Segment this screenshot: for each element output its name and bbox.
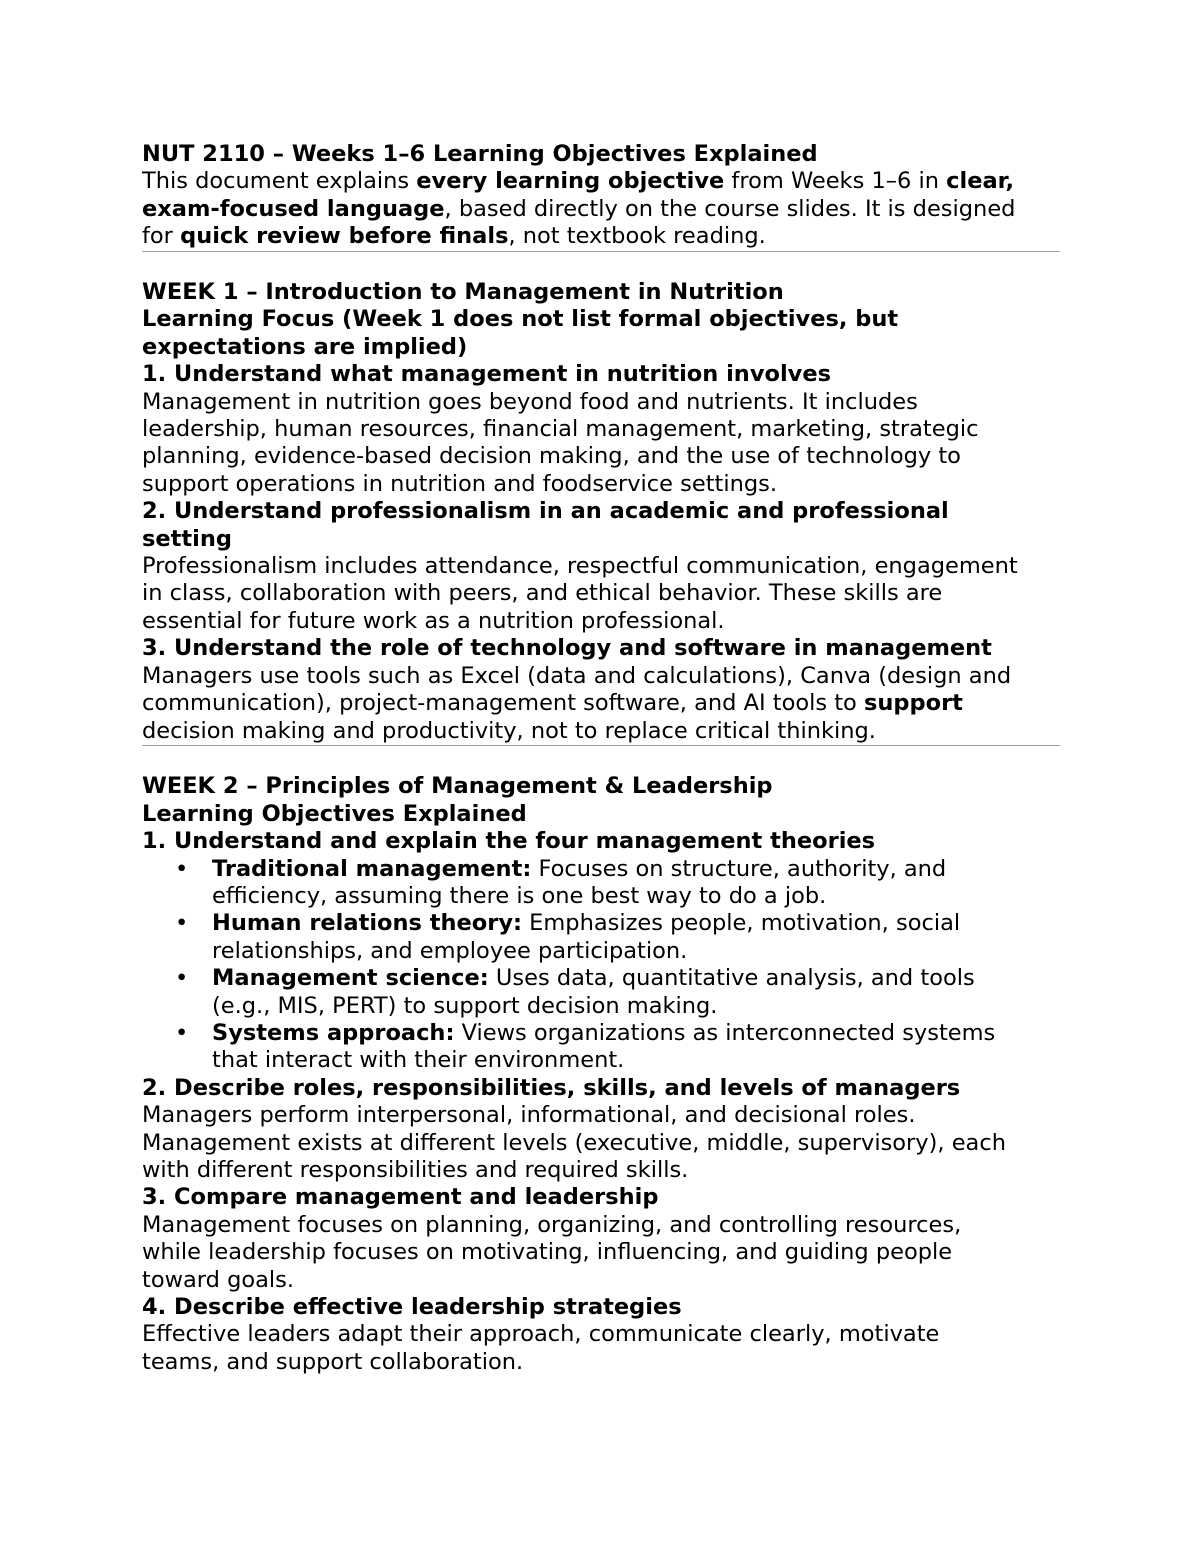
bullet-term: Human relations theory: xyxy=(212,910,523,937)
week2-objective-text: toward goals. xyxy=(142,1266,295,1293)
week1-objective-text: leadership, human resources, financial management, marketing, strategic xyxy=(142,416,979,443)
intro-line-3 xyxy=(142,223,1060,250)
bullet-icon: • xyxy=(175,1019,189,1046)
week2-objective-text: teams, and support collaboration. xyxy=(142,1348,524,1375)
week2-objective-text: Managers perform interpersonal, informational, and decisional roles. xyxy=(142,1102,916,1129)
intro-text: This document explains xyxy=(142,168,417,195)
document-page xyxy=(142,141,1060,1376)
week2-objective-text: Management focuses on planning, organizing, and controlling resources, xyxy=(142,1211,962,1238)
objective-bold: support xyxy=(863,690,963,717)
document-title: NUT 2110 – Weeks 1–6 Learning Objectives Explained xyxy=(142,141,818,167)
week1-objective-title: 1. Understand what management in nutrition involves xyxy=(142,361,831,388)
bullet-text: Focuses on structure, authority, and xyxy=(531,855,947,882)
week2-objective-text: with different responsibilities and required skills. xyxy=(142,1157,689,1183)
week1-objective-text: essential for future work as a nutrition professional. xyxy=(142,607,725,634)
week2-subheading: Learning Objectives Explained xyxy=(142,800,527,827)
week2-objective-title: 1. Understand and explain the four management theories xyxy=(142,828,876,855)
spacer xyxy=(142,746,1060,773)
bullet-text: Uses data, quantitative analysis, and tools xyxy=(488,965,975,992)
week1-objective-title: 3. Understand the role of technology and software in management xyxy=(142,635,992,662)
bullet-item xyxy=(142,1020,1060,1075)
intro-bold: clear, xyxy=(946,168,1015,195)
bullet-term: Traditional management: xyxy=(212,855,532,882)
week1-objective-text: Professionalism includes attendance, respectful communication, engagement xyxy=(142,553,1018,580)
week1-objective-text xyxy=(142,690,1060,717)
intro-bold: every learning objective xyxy=(416,168,725,195)
intro-text: , not textbook reading. xyxy=(508,223,766,250)
intro-text: from Weeks 1–6 in xyxy=(724,168,947,195)
bullet-text: relationships, and employee participation. xyxy=(212,937,688,964)
week2-objective-title: 4. Describe effective leadership strategies xyxy=(142,1294,682,1321)
week1-objective-text: Managers use tools such as Excel (data and calculations), Canva (design and xyxy=(142,662,1012,689)
bullet-item xyxy=(142,910,1060,965)
week2-objective-title: 2. Describe roles, responsibilities, skills, and levels of managers xyxy=(142,1074,961,1101)
intro-bold: exam-focused language xyxy=(142,195,445,222)
week2-objective-title: 3. Compare management and leadership xyxy=(142,1184,659,1211)
intro-text: , based directly on the course slides. It is designed xyxy=(444,195,1016,222)
intro-text: for xyxy=(142,223,181,250)
week1-objective-text: planning, evidence-based decision making, and the use of technology to xyxy=(142,443,961,470)
week1-heading: WEEK 1 – Introduction to Management in Nutrition xyxy=(142,279,784,306)
bullet-text: that interact with their environment. xyxy=(212,1047,625,1074)
intro-line-1 xyxy=(142,168,1060,195)
week2-objective-text: Management exists at different levels (executive, middle, supervisory), each xyxy=(142,1129,1006,1156)
week1-objective-text: Management in nutrition goes beyond food and nutrients. It includes xyxy=(142,388,918,415)
bullet-icon: • xyxy=(175,855,189,882)
week1-objective-text: decision making and productivity, not to replace critical thinking. xyxy=(142,717,876,744)
bullet-item xyxy=(142,856,1060,911)
bullet-text: efficiency, assuming there is one best way to do a job. xyxy=(212,882,827,909)
week1-objective-text: support operations in nutrition and foodservice settings. xyxy=(142,470,778,497)
intro-bold: quick review before finals xyxy=(180,223,509,250)
week2-objective-text: while leadership focuses on motivating, influencing, and guiding people xyxy=(142,1239,953,1266)
week2-objective-text: Effective leaders adapt their approach, communicate clearly, motivate xyxy=(142,1321,940,1348)
spacer xyxy=(142,252,1060,279)
bullet-term: Systems approach: xyxy=(212,1019,455,1046)
week2-heading: WEEK 2 – Principles of Management & Leadership xyxy=(142,773,773,800)
bullet-text: Views organizations as interconnected systems xyxy=(454,1019,996,1046)
week1-objective-text: in class, collaboration with peers, and ethical behavior. These skills are xyxy=(142,580,943,607)
bullet-icon: • xyxy=(175,910,189,937)
bullet-text: (e.g., MIS, PERT) to support decision making. xyxy=(212,992,718,1019)
week1-focus: expectations are implied) xyxy=(142,333,468,360)
bullet-item xyxy=(142,965,1060,1020)
intro-line-2 xyxy=(142,196,1060,223)
week1-focus: Learning Focus (Week 1 does not list formal objectives, but xyxy=(142,306,899,333)
week1-objective-title: setting xyxy=(142,525,232,552)
objective-text: communication), project-management software, and AI tools to xyxy=(142,690,864,717)
bullet-term: Management science: xyxy=(212,965,489,992)
week1-objective-title: 2. Understand professionalism in an academic and professional xyxy=(142,498,949,525)
bullet-text: Emphasizes people, motivation, social xyxy=(522,910,961,937)
bullet-icon: • xyxy=(175,965,189,992)
